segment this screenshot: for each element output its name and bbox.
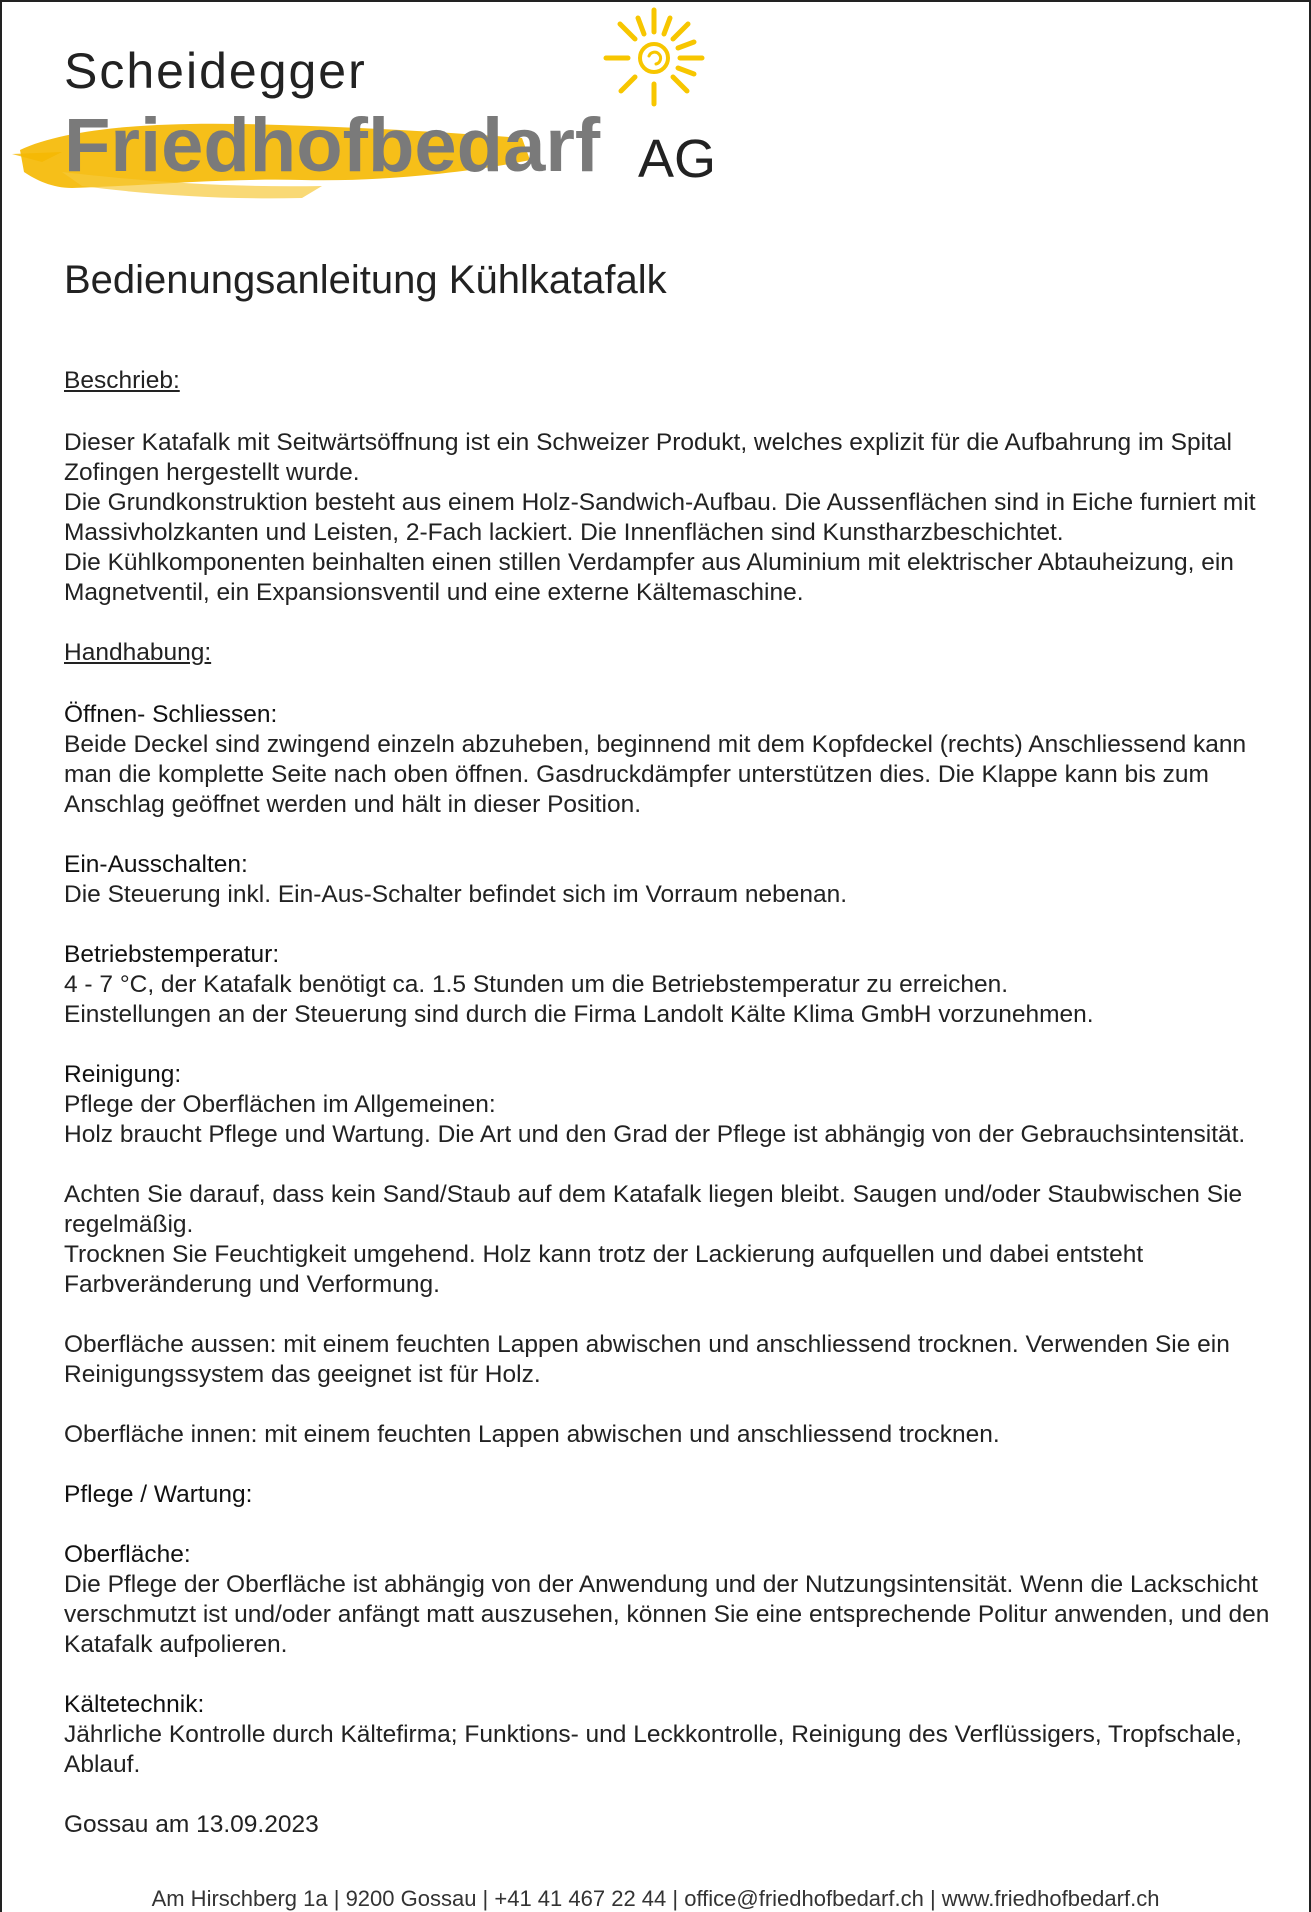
subheading-ein-ausschalten: Ein-Ausschalten: — [64, 851, 248, 878]
document-body — [64, 366, 1289, 1840]
reinigung-text-3: Achten Sie darauf, dass kein Sand/Staub auf dem Katafalk liegen bleibt. Saugen und/oder Staubwischen Sie regelmäßig. — [64, 1181, 1243, 1238]
subheading-oeffnen: Öffnen- Schliessen: — [64, 701, 278, 728]
logo-line-ag: AG — [638, 129, 717, 189]
reinigung-text-6: Oberfläche innen: mit einem feuchten Lappen abwischen und anschliessend trocknen. — [64, 1421, 1000, 1448]
subheading-reinigung: Reinigung: — [64, 1061, 182, 1088]
oberflaeche-text: Die Pflege der Oberfläche ist abhängig von der Anwendung und der Nutzungsintensität. Wenn die Lackschicht verschmutzt ist und/oder anfängt matt auszusehen, können Sie eine entsprechende Politur anwenden, und den Katafalk aufpolieren. — [64, 1571, 1270, 1658]
section-heading-pflege: Pflege / Wartung: — [64, 1481, 253, 1508]
betriebstemperatur-text-1: 4 - 7 °C, der Katafalk benötigt ca. 1.5 Stunden um die Betriebstemperatur zu erreichen. — [64, 971, 1009, 998]
beschrieb-paragraph-1: Dieser Katafalk mit Seitwärtsöffnung ist ein Schweizer Produkt, welches explizit für die Aufbahrung im Spital Zofingen hergestellt wurde. — [64, 429, 1232, 486]
section-heading-beschrieb: Beschrieb: — [64, 367, 180, 394]
reinigung-text-2: Holz braucht Pflege und Wartung. Die Art und den Grad der Pflege ist abhängig von der Gebrauchsintensität. — [64, 1121, 1246, 1148]
reinigung-text-4: Trocknen Sie Feuchtigkeit umgehend. Holz kann trotz der Lackierung aufquellen und dabei entsteht Farbveränderung und Verformung. — [64, 1241, 1144, 1298]
ein-ausschalten-text: Die Steuerung inkl. Ein-Aus-Schalter befindet sich im Vorraum nebenan. — [64, 881, 848, 908]
logo-line-friedhofbedarf: Friedhofbedarf — [64, 103, 601, 188]
document-title: Bedienungsanleitung Kühlkatafalk — [64, 258, 667, 302]
reinigung-text-1: Pflege der Oberflächen im Allgemeinen: — [64, 1091, 496, 1118]
section-heading-handhabung: Handhabung: — [64, 639, 212, 666]
oeffnen-text: Beide Deckel sind zwingend einzeln abzuheben, beginnend mit dem Kopfdeckel (rechts) Anschliessend kann man die komplette Seite nach oben öffnen. Gasdruckdämpfer unterstützen dies. Die Klappe kann bis zum Anschlag geöffnet werden und hält in dieser Position. — [64, 731, 1247, 818]
footer-contact: Am Hirschberg 1a | 9200 Gossau | +41 41 467 22 44 | office@friedhofbedarf.ch | www.friedhofbedarf.ch — [151, 1886, 1160, 1911]
signoff-date: Gossau am 13.09.2023 — [64, 1811, 319, 1838]
beschrieb-paragraph-3: Die Kühlkomponenten beinhalten einen stillen Verdampfer aus Aluminium mit elektrischer Abtauheizung, ein Magnetventil, ein Expansionsventil und eine externe Kältemaschine. — [64, 549, 1234, 606]
beschrieb-paragraph-2: Die Grundkonstruktion besteht aus einem Holz-Sandwich-Aufbau. Die Aussenflächen sind in Eiche furniert mit Massivholzkanten und Leisten, 2-Fach lackiert. Die Innenflächen sind Kunstharzbeschichtet. — [64, 489, 1256, 546]
logo-line-scheidegger: Scheidegger — [64, 43, 367, 99]
subheading-kaeltetechnik: Kältetechnik: — [64, 1691, 205, 1718]
betriebstemperatur-text-2: Einstellungen an der Steuerung sind durch die Firma Landolt Kälte Klima GmbH vorzunehmen. — [64, 1001, 1094, 1028]
company-logo — [2, 2, 762, 222]
subheading-betriebstemperatur: Betriebstemperatur: — [64, 941, 280, 968]
subheading-oberflaeche: Oberfläche: — [64, 1541, 191, 1568]
reinigung-text-5: Oberfläche aussen: mit einem feuchten Lappen abwischen und anschliessend trocknen. Verwenden Sie ein Reinigungssystem das geeignet ist für Holz. — [64, 1331, 1230, 1388]
kaeltetechnik-text: Jährliche Kontrolle durch Kältefirma; Funktions- und Leckkontrolle, Reinigung des Verflüssigers, Tropfschale, Ablauf. — [64, 1721, 1242, 1778]
